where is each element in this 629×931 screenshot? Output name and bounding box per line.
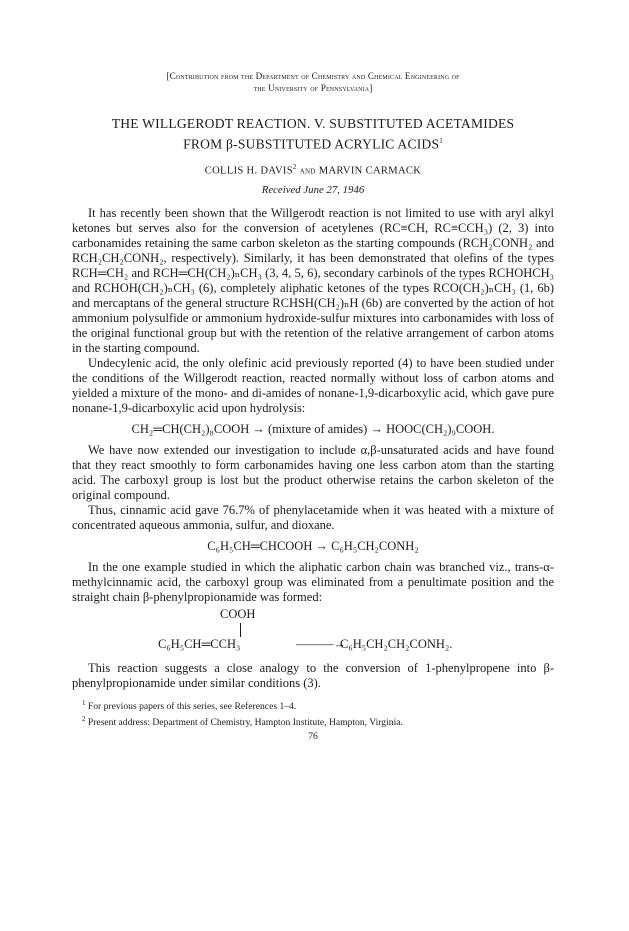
footnote-2-text: Present address: Department of Chemistry, Hampton Institute, Hampton, Virginia. — [87, 717, 403, 729]
paragraph-3: We have now extended our investigation to include α,β-unsaturated acids and have found that they react smoothly to form carbonamides having one less carbon atom than the starting acid. The carboxyl group is lost but the product otherwise retains the carbon skeleton of the original compound. — [72, 443, 554, 503]
title-line-2-text: FROM β-SUBSTITUTED ACRYLIC ACIDS — [183, 136, 440, 152]
footnote-1-mark: 1 — [82, 699, 86, 708]
paragraph-4: Thus, cinnamic acid gave 76.7% of phenylacetamide when it was heated with a mixture of concentrated aqueous ammonia, sulfur, and dioxane. — [72, 503, 554, 533]
paragraph-5: In the one example studied in which the aliphatic carbon chain was branched viz., trans-α-methylcinnamic acid, the carboxyl group was eliminated from a penultimate position and the straight chain β-phenylpropionamide was formed: — [72, 560, 554, 605]
contribution-line-2: the University of Pennsylvania] — [253, 83, 373, 93]
received-date: Received June 27, 1946 — [261, 184, 365, 197]
contribution-header — [72, 70, 554, 94]
scheme-arrow: ———→ — [296, 637, 346, 652]
title-footnote-mark: 1 — [439, 136, 443, 145]
equation-undecylenic: CH₂═CH(CH₂)₈COOH → (mixture of amides) → HOOC(CH₂)₉COOH. — [131, 422, 495, 437]
author-conjunction: and — [299, 165, 316, 177]
author-footnote-mark: 2 — [292, 162, 297, 171]
footnote-1 — [72, 697, 554, 713]
footnote-1-text: For previous papers of this series, see References 1–4. — [87, 701, 297, 713]
contribution-line-1: [Contribution from the Department of Chemistry and Chemical Engineering of — [166, 71, 460, 81]
paper-title — [72, 116, 554, 153]
paragraph-6: This reaction suggests a close analogy to the conversion of 1-phenylpropene into β-phenylpropionamide under similar conditions (3). — [72, 661, 554, 691]
equation-cinnamic: C₆H₅CH═CHCOOH → C₆H₅CH₂CONH₂ — [207, 539, 419, 554]
title-line-2 — [72, 133, 554, 153]
paragraph-2: Undecylenic acid, the only olefinic acid previously reported (4) to have been studied under the conditions of the Willgerodt reaction, reacted normally without loss of carbon atoms and yielded a mixture of the mono- and di-amides of nonane-1,9-dicarboxylic acid, which gave pure nonane-1,9-dicarboxylic acid upon hydrolysis: — [72, 356, 554, 416]
page-number: 76 — [308, 731, 318, 743]
title-line-1: THE WILLGERODT REACTION. V. SUBSTITUTED ACETAMIDES — [111, 116, 515, 131]
author-second: MARVIN CARMACK — [318, 165, 422, 177]
author-first: COLLIS H. DAVIS — [204, 165, 293, 177]
scheme-product: C₆H₅CH₂CH₂CONH₂. — [340, 637, 453, 652]
scheme-bond-line — [240, 623, 241, 637]
paragraph-1: It has recently been shown that the Willgerodt reaction is not limited to use with aryl alkyl ketones but serves also for the conversion of acetylenes (RC≡CH, RC≡CCH₃) (2, 3) into carbonamides retaining the same carbon skeleton as the starting compounds (RCH₂CONH₂ and RCH₂CH₂CONH₂, respectively). Similarly, it has been demonstrated that olefins of the types RCH═CH₂ and RCH═CH(CH₂)ₙCH₃ (3, 4, 5, 6), secondary carbinols of the types RCHOHCH₃ and RCHOH(CH₂)ₙCH₃ (6), completely aliphatic ketones of the types RCO(CH₂)ₙCH₃ (1, 6b) and mercaptans of the general structure RCHSH(CH₂)ₙH (6b) are converted by the action of hot ammonium polysulfide or ammonium hydroxide-sulfur mixtures into carbonamides with loss of the original functional group but with the retention of the relative arrangement of carbon atoms in the starting compound. — [72, 206, 554, 356]
footnote-2 — [72, 713, 554, 729]
reaction-scheme — [72, 607, 554, 657]
footnote-2-mark: 2 — [82, 715, 86, 724]
author-line — [72, 163, 554, 177]
scheme-reactant: C₆H₅CH═CCH₃ — [158, 637, 241, 652]
scheme-substituent: COOH — [220, 607, 256, 622]
journal-page — [72, 70, 554, 742]
